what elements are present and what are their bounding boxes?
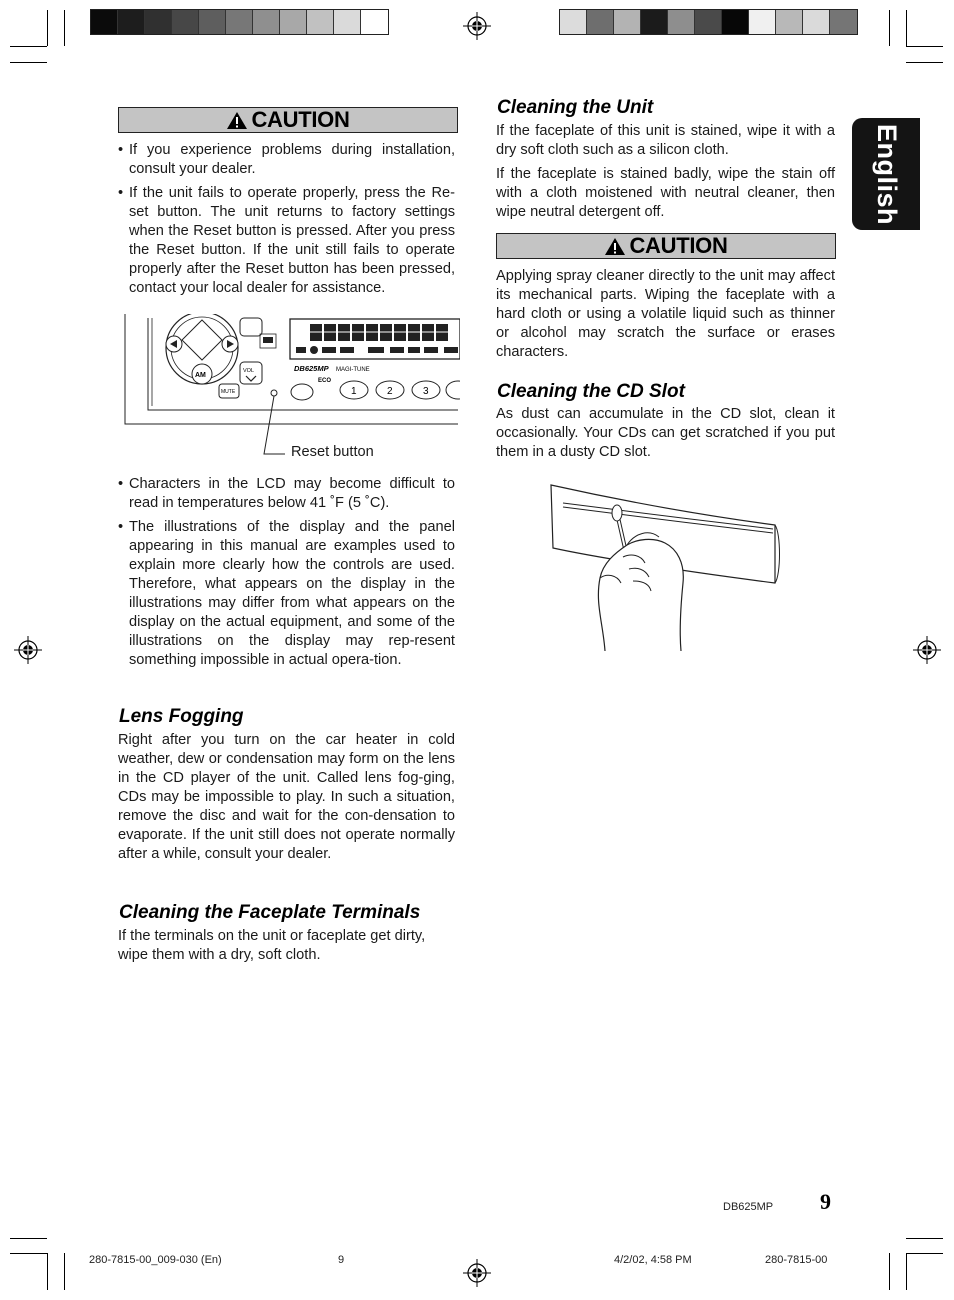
calibration-swatch <box>334 10 361 34</box>
calibration-swatch <box>749 10 776 34</box>
crop-mark <box>64 10 65 46</box>
faceplate-terminals-heading: Cleaning the Faceplate Terminals <box>119 902 421 923</box>
cleaning-unit-heading: Cleaning the Unit <box>497 97 654 118</box>
registration-mark-icon <box>463 12 491 40</box>
crop-mark <box>10 1253 47 1254</box>
faceplate-illustration <box>122 314 460 464</box>
registration-mark-icon <box>14 636 42 664</box>
reset-button-caption: Reset button <box>291 444 374 460</box>
faceplate-terminals-body <box>118 927 455 970</box>
caution-body-right <box>496 267 835 367</box>
calibration-swatch <box>641 10 668 34</box>
crop-mark <box>64 1253 65 1290</box>
paragraph: As dust can accumulate in the CD slot, clean it occasionally. Your CDs can get scratched if you put them in a dusty CD slot. <box>496 406 835 460</box>
svg-text:2: 2 <box>387 386 393 397</box>
bullet-item: • Characters in the LCD may become difficult to read in temperatures below 41 ˚F (5 ˚C). <box>118 475 455 513</box>
caution-notes-top <box>118 141 455 303</box>
caution-banner-left <box>118 107 458 133</box>
calibration-bar-right <box>559 9 858 35</box>
lens-fogging-heading: Lens Fogging <box>119 706 244 727</box>
crop-mark <box>906 62 943 63</box>
svg-text:3: 3 <box>423 386 429 397</box>
calibration-swatch <box>118 10 145 34</box>
calibration-swatch <box>587 10 614 34</box>
calibration-swatch <box>830 10 857 34</box>
calibration-swatch <box>668 10 695 34</box>
footer-code: 280-7815-00 <box>765 1254 828 1266</box>
language-tab <box>852 118 920 230</box>
crop-mark <box>10 62 47 63</box>
calibration-swatch <box>722 10 749 34</box>
warning-triangle-icon <box>226 111 248 130</box>
calibration-bar-left <box>90 9 389 35</box>
crop-mark <box>889 10 890 46</box>
crop-mark <box>47 10 48 46</box>
calibration-swatch <box>695 10 722 34</box>
am-button-label: AM <box>195 372 206 379</box>
crop-mark <box>906 1238 943 1239</box>
paragraph: If the faceplate of this unit is stained, wipe it with a dry soft cloth such as a silicon cloth. <box>496 123 835 158</box>
footer-file: 280-7815-00_009-030 (En) <box>89 1254 222 1266</box>
page-model-label: DB625MP <box>723 1201 774 1213</box>
calibration-swatch <box>361 10 388 34</box>
calibration-swatch <box>253 10 280 34</box>
paragraph: If the faceplate is stained badly, wipe the stain off with a cloth moistened with neutral cleaner, then wipe neutral detergent off. <box>496 166 835 220</box>
vol-button-label: VOL <box>243 368 255 374</box>
registration-mark-icon <box>463 1259 491 1287</box>
crop-mark <box>47 1253 48 1290</box>
bullet-item: • The illustrations of the display and the panel appearing in this manual are examples used to explain more clearly how the controls are used. Therefore, what appears on the display in the illustrations may differ from what appears on the display on the actual equipment, and some of the illustrations on the display may rep-resent something impossible in actual opera-tion. <box>118 518 455 670</box>
cd-slot-body <box>496 405 835 467</box>
paragraph: Right after you turn on the car heater in cold weather, dew or condensation may form on the lens in the CD player of the unit. Called lens fog-ging, CDs may be impossible to play. In such a situation, remove the disc and wait for the con-densation to evaporate. If the unit still does not operate normally after a while, consult your dealer. <box>118 732 455 862</box>
registration-mark-icon <box>913 636 941 664</box>
faceplate-eco-label: ECO <box>318 378 332 384</box>
crop-mark <box>906 10 907 46</box>
svg-text:1: 1 <box>351 386 357 397</box>
calibration-swatch <box>280 10 307 34</box>
crop-mark <box>906 46 943 47</box>
calibration-swatch <box>560 10 587 34</box>
crop-mark <box>889 1253 890 1290</box>
page-number: 9 <box>820 1189 831 1214</box>
lens-fogging-body <box>118 731 455 869</box>
cd-slot-heading: Cleaning the CD Slot <box>497 381 685 402</box>
faceplate-magitune-label: MAGI-TUNE <box>336 367 370 373</box>
caution-label: CAUTION <box>629 233 728 258</box>
caution-banner-right <box>496 233 836 259</box>
crop-mark <box>906 1253 943 1254</box>
warning-triangle-icon <box>604 237 626 256</box>
footer-date: 4/2/02, 4:58 PM <box>614 1254 692 1266</box>
calibration-swatch <box>307 10 334 34</box>
calibration-swatch <box>614 10 641 34</box>
calibration-swatch <box>776 10 803 34</box>
language-tab-label: English <box>871 123 902 225</box>
cd-slot-cleaning-illustration <box>545 483 785 653</box>
mute-button-label: MUTE <box>221 389 236 395</box>
caution-notes-bottom <box>118 475 455 675</box>
bullet-item: • If the unit fails to operate properly, press the Re-set button. The unit returns to factory settings when the Reset button is pressed. After you press the Reset button. If the unit still fails to operate properly after the Reset button has been pressed, contact your local dealer for assistance. <box>118 184 455 298</box>
calibration-swatch <box>226 10 253 34</box>
cleaning-unit-body <box>496 122 835 227</box>
calibration-swatch <box>91 10 118 34</box>
calibration-swatch <box>172 10 199 34</box>
paragraph: Applying spray cleaner directly to the unit may affect its mechanical parts. Wiping the faceplate with a hard cloth or using a volatile liquid such as thinner or alcohol may scratch the surface or erases characters. <box>496 268 835 360</box>
bullet-item: • If you experience problems during installation, consult your dealer. <box>118 141 455 179</box>
crop-mark <box>10 1238 47 1239</box>
calibration-swatch <box>145 10 172 34</box>
calibration-swatch <box>803 10 830 34</box>
crop-mark <box>10 46 47 47</box>
faceplate-model-label: DB625MP <box>294 364 329 373</box>
calibration-swatch <box>199 10 226 34</box>
crop-mark <box>906 1253 907 1290</box>
caution-label: CAUTION <box>251 107 350 132</box>
footer-page: 9 <box>338 1254 345 1266</box>
paragraph: If the terminals on the unit or faceplate get dirty, wipe them with a dry, soft cloth. <box>118 928 426 963</box>
